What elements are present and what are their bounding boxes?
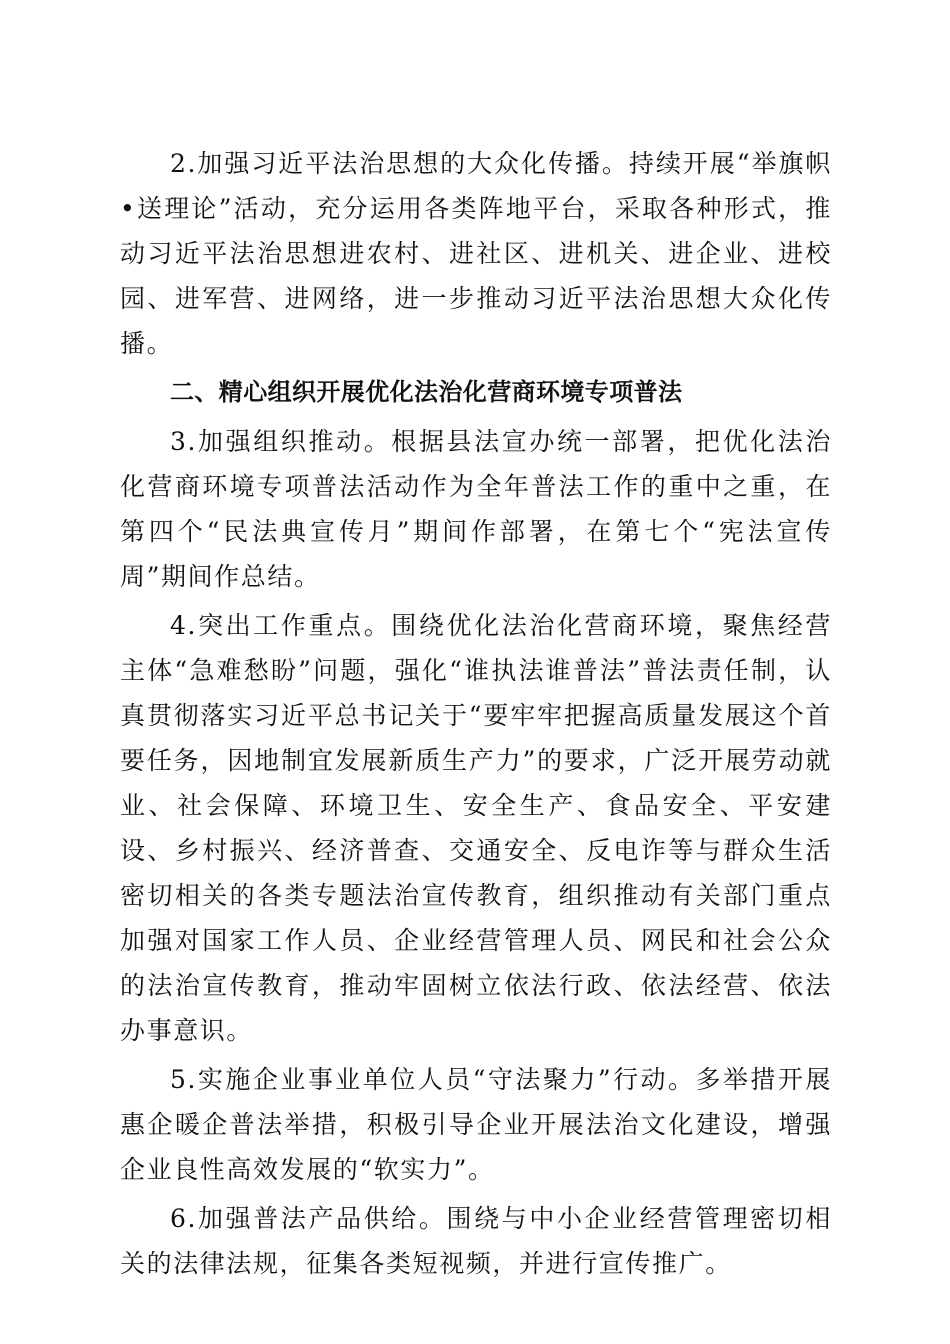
paragraph-2: 2.加强习近平法治思想的大众化传播。持续开展“举旗帜•送理论”活动，充分运用各类阵地平台，采取各种形式，推动习近平法治思想进农村、进社区、进机关、进企业、进校园、进军营、进网络，进一步推动习近平法治思想大众化传播。 (120, 149, 832, 358)
section-heading: 二、精心组织开展优化法治化营商环境专项普法 (170, 378, 683, 406)
paragraph-3: 3.加强组织推动。根据县法宣办统一部署，把优化法治化营商环境专项普法活动作为全年普法工作的重中之重，在第四个“民法典宣传月”期间作部署，在第七个“宪法宣传周”期间作总结。 (120, 427, 832, 591)
paragraph-6: 6.加强普法产品供给。围绕与中小企业经营管理密切相关的法律法规，征集各类短视频，并进行宣传推广。 (120, 1204, 832, 1278)
paragraph-4: 4.突出工作重点。围绕优化法治化营商环境，聚焦经营主体“急难愁盼”问题，强化“谁执法谁普法”普法责任制，认真贯彻落实习近平总书记关于“要牢牢把握高质量发展这个首要任务，因地制宜发展新质生产力”的要求，广泛开展劳动就业、社会保障、环境卫生、安全生产、食品安全、平安建设、乡村振兴、经济普查、交通安全、反电诈等与群众生活密切相关的各类专题法治宣传教育，组织推动有关部门重点加强对国家工作人员、企业经营管理人员、网民和社会公众的法治宣传教育，推动牢固树立依法行政、依法经营、依法办事意识。 (120, 611, 832, 1045)
paragraph-5: 5.实施企业事业单位人员“守法聚力”行动。多举措开展惠企暖企普法举措，积极引导企业开展法治文化建设，增强企业良性高效发展的“软实力”。 (120, 1065, 832, 1184)
document-body (120, 141, 832, 1290)
